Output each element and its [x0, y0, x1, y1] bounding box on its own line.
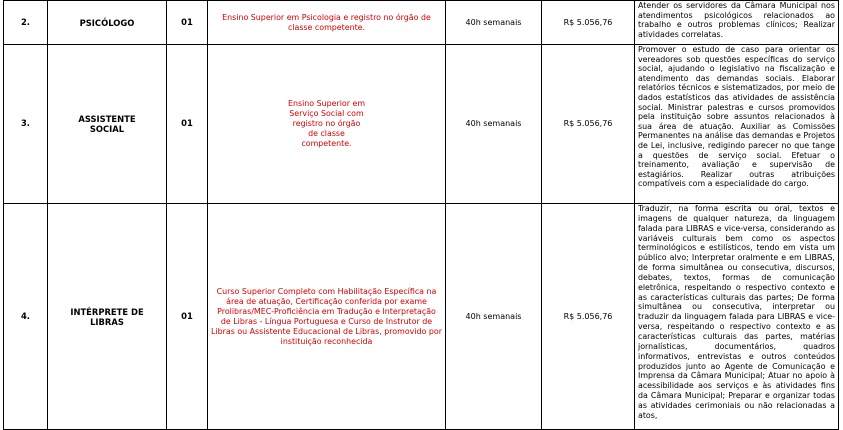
cargo-name-text: ASSISTENTE SOCIAL: [78, 114, 136, 134]
row-number: 2.: [4, 1, 48, 45]
requisitos-narrow-text: Ensino Superior em Serviço Social com registro no órgão de classe competente.: [287, 99, 366, 148]
requisitos-text: Ensino Superior em Psicologia e registro no órgão de classe competente.: [208, 1, 446, 45]
vagas-count: 01: [167, 204, 208, 430]
row-number: 4.: [4, 204, 48, 430]
atribuicoes-text: Promover o estudo de caso para orientar os vereadores sob questões específicas do serviço social, ajudando o legislativo na fiscalização e atendimento das demandas sociais. Elaborar relatórios técnicos e sistematizados, por meio de dados estatísticos das atividades de assistência social. Ministrar palestras e cursos promovidos pela instituição sobre assuntos relacionados à sua área de atuação. Auxiliar as Comissões Permanentes na análise das demandas e Projetos de Lei, inclusive, redigindo parecer no que tange a questões de serviço social. Efetuar o treinamento, avaliação e supervisão de estagiários. Realizar outras atribuições compatíveis com a especialidade do cargo.: [635, 45, 839, 204]
carga-horaria: 40h semanais: [446, 45, 542, 204]
requisitos-text: [208, 45, 446, 204]
table-row: [4, 204, 839, 430]
vencimento: R$ 5.056,76: [542, 45, 635, 204]
table-row: [4, 45, 839, 204]
cargos-table: [3, 0, 839, 430]
vencimento: R$ 5.056,76: [542, 204, 635, 430]
vagas-count: 01: [167, 45, 208, 204]
vencimento: R$ 5.056,76: [542, 1, 635, 45]
cargo-name: PSICÓLOGO: [48, 1, 167, 45]
carga-horaria: 40h semanais: [446, 204, 542, 430]
table-row: [4, 1, 839, 45]
cargo-name: [48, 204, 167, 430]
cargo-name: [48, 45, 167, 204]
requisitos-text: Curso Superior Completo com Habilitação Específica na área de atuação, Certificação conferida por exame Prolibras/MEC-Proficiência em Tradução e Interpretação de Libras - Língua Portuguesa e Curso de Instrutor de Libras ou Assistente Educacional de Libras, promovido por instituição reconhecida: [208, 204, 446, 430]
cargo-name-text: INTÉRPRETE DE LIBRAS: [70, 306, 144, 327]
row-number: 3.: [4, 45, 48, 204]
atribuicoes-text: Traduzir, na forma escrita ou oral, textos e imagens de qualquer natureza, da linguagem falada para LIBRAS e vice-versa, considerando as variáveis culturais bem como os aspectos terminológicos e estilísticos, tendo em vista um público alvo; Interpretar oralmente e em LIBRAS, de forma simultânea ou consecutiva, discursos, debates, textos, formas de comunicação eletrônica, respeitando o respectivo contexto e as características culturais das partes; De forma simultânea ou consecutiva, interpretar ou traduzir da linguagem falada para LIBRAS e vice-versa, respeitando o respectivo contexto e as características culturais das partes, matérias jornalísticas, documentários, quadros informativos, entrevistas e outros conteúdos produzidos junto ao Agente de Comunicação e Imprensa da Câmara Municipal; Atuar no apoio à acessibilidade aos serviços e às atividades fins da Câmara Municipal; Preparar e organizar todas as atividades cerimoniais ou não relacionadas a atos,: [635, 204, 839, 430]
atribuicoes-text: Atender os servidores da Câmara Municipal nos atendimentos psicológicos relacionados ao trabalho e outros problemas clínicos; Realizar atividades correlatas.: [635, 1, 839, 45]
carga-horaria: 40h semanais: [446, 1, 542, 45]
vagas-count: 01: [167, 1, 208, 45]
